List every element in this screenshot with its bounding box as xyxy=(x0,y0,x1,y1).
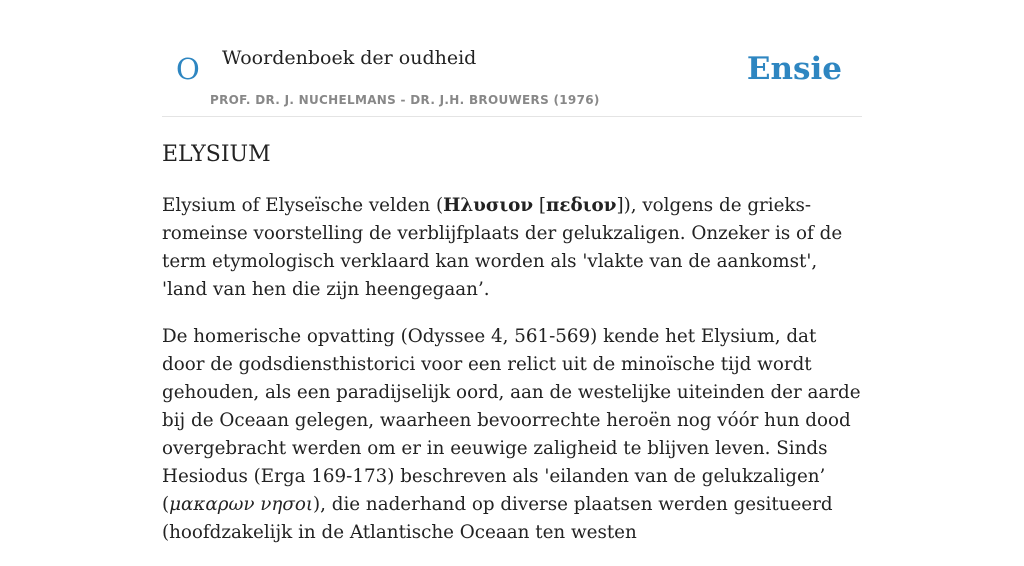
index-letter[interactable]: O xyxy=(176,52,200,86)
text-segment: Elysium of Elyseïsche velden ( xyxy=(162,195,444,216)
header xyxy=(162,0,862,117)
article-paragraph-1 xyxy=(162,192,862,304)
article-paragraph-2 xyxy=(162,323,862,547)
article-body xyxy=(162,192,862,566)
headword-title: ELYSIUM xyxy=(162,142,271,167)
text-segment: ]), volgens de grieks-romeinse voorstelling de verblijfplaats der gelukzaligen. Onzeker is of de term etymologisch verklaard kan worden als 'vlakte van de aankomst', 'land van hen die zijn heengegaan’. xyxy=(162,195,843,300)
text-segment: ), die naderhand op diverse plaatsen werden gesitueerd (hoofdzakelijk in de Atlantische Oceaan ten westen xyxy=(162,494,833,543)
greek-term: πεδιον xyxy=(546,195,617,216)
greek-term: Ηλυσιον xyxy=(443,195,534,216)
greek-term: μακαρων νησοι xyxy=(169,494,313,515)
authors-line: PROF. DR. J. NUCHELMANS - DR. J.H. BROUWERS (1976) xyxy=(210,93,600,107)
text-segment: [ xyxy=(533,195,547,216)
book-title[interactable]: Woordenboek der oudheid xyxy=(222,47,477,69)
text-segment: De homerische opvatting (Odyssee 4, 561-569) kende het Elysium, dat door de godsdiensthistorici voor een relict uit de minoïsche tijd wordt gehouden, als een paradijselijk oord, aan de westelijke uiteinden der aarde bij de Oceaan gelegen, waarheen bevoorrechte heroën nog vóór hun dood overgebracht werden om er in eeuwige zaligheid te blijven leven. Sinds Hesiodus (Erga 169-173) beschreven als 'eilanden van de gelukzaligen’ ( xyxy=(162,326,861,515)
ensie-logo-link[interactable]: Ensie xyxy=(746,51,842,87)
